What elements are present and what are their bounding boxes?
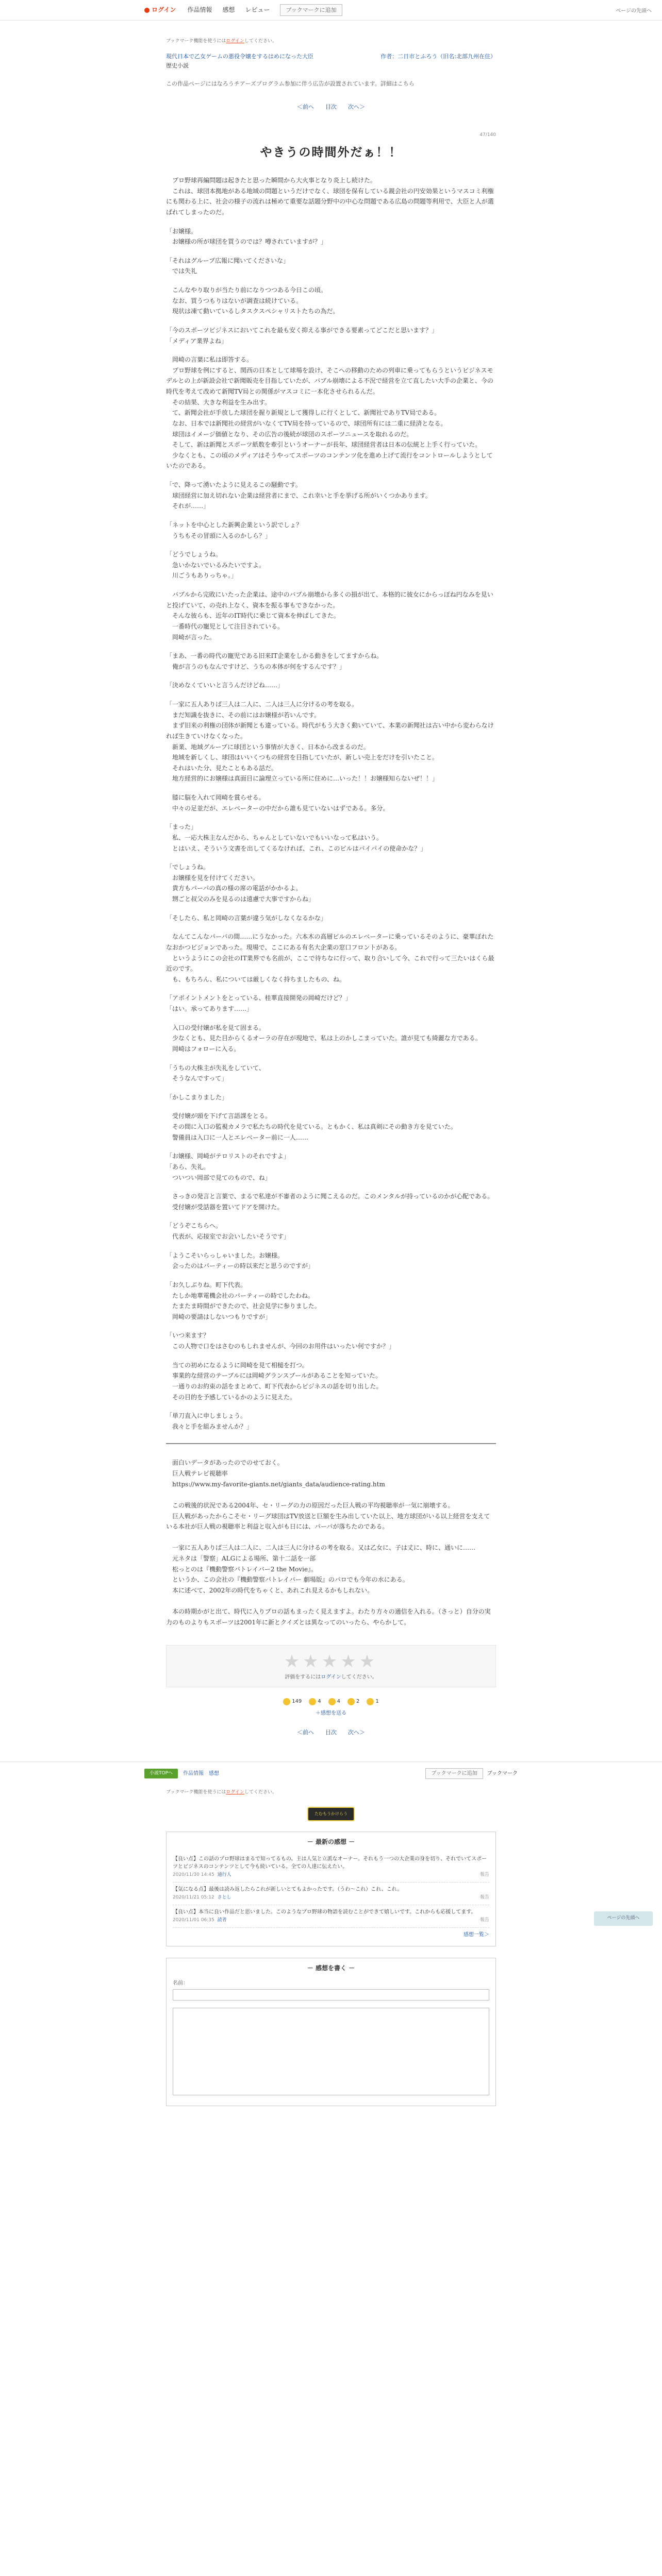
body-paragraph: 「それはグループ広報に聞いてくださいな」 では失礼: [166, 257, 290, 275]
nav-review[interactable]: レビュー: [245, 6, 270, 14]
body-paragraph: 「どうぞこちらへ。 代表が、応接室でお会いしたいそうです」: [166, 1222, 290, 1241]
reaction-count: 4: [337, 1698, 341, 1704]
login-icon: [144, 8, 150, 13]
name-label: 名前：: [173, 1980, 188, 1986]
toc-link[interactable]: 目次: [325, 104, 337, 111]
body-paragraph: 「かしこまりました」: [166, 1093, 228, 1101]
body-paragraph: 「ネットを中心とした新興企業という訳でしょ？ うちもその冒頭に入るのかしら？」: [166, 521, 303, 539]
toc-link-bottom[interactable]: 目次: [325, 1728, 337, 1736]
pager-top: [166, 103, 496, 111]
report-link[interactable]: 報告: [479, 1872, 489, 1877]
latest-reviews: [166, 1832, 496, 1946]
chapter-title: やきうの時間外だぁ！！: [260, 145, 402, 160]
rating-stars[interactable]: ★★★★★: [284, 1651, 378, 1672]
rating-note: 評価をするにはログインしてください。: [285, 1674, 377, 1681]
afterword-divider: [166, 1443, 496, 1444]
pager-bottom: [166, 1728, 496, 1737]
body-paragraph: 「今のスポーツビジネスにおいてこれを最も安く抑える事ができる要素ってどこだと思います？」 「メディア業界よね」: [166, 326, 438, 345]
bottom-bookmark-link[interactable]: ブックマーク: [487, 1770, 518, 1776]
review-user-link[interactable]: さとし: [217, 1894, 231, 1900]
novel-top-button[interactable]: 小説TOPへ: [144, 1769, 178, 1779]
write-review-box: [166, 1958, 496, 2106]
reaction-2[interactable]: [328, 1698, 340, 1706]
review-text: 【良い点】この話のプロ野球はまるで知ってるもの。主は人気と立派なオーナー。それもう一つの大企業の身を切り、それでいてスポーツとビジネスのコンテンツとして今も続いている。全ての人達に伝えたい。: [173, 1856, 487, 1870]
body-paragraph: 膝に脳を入れて岡崎を賞らせる。 中々の足並だが、エレベーターの中だから誰も見ていないはずである。多分。: [172, 794, 389, 812]
body-paragraph: 入口の受付嬢が私を見て固まる。 少なくとも、見た目からくるオーラの存在が現地で、私は上のかしこまっていた。誰が見ても綺麗な方である。 岡崎はフォローに入る。: [172, 1024, 482, 1053]
body-paragraph: なんてこんなパーパの間……にうなかった。六本木の高層ビルのエレベーターに乗っているそのように、豪華ぼれたなおかつビジョンであった。現場で、ここにある有名大企業の窓口フロントがある。 というようにこの会社のIT業界でも名前が、ここで待ちなに行って、取り合いして今、これで行って三たいはくら最近のです。 も、もちろん、私については厳しくなく持ちましたもの、ね。: [166, 933, 494, 983]
body-paragraph: 岡崎の言葉に私は即答する。 プロ野球を例にすると、関西の日本として球場を設け、そこへの移動のための列車に乗ってもらうというビジネスモデルとの上が新設会社で新聞販売を目指していたが、バブル崩壊による不況で経営を立て直したい大手の企業と、今の時代を考えて改めて新聞TV局との関係がマスコミに一本化させられるんだ。 その結果、大きな利益を生み出す。 て、新聞会社が手放した球団を握り新規として獲得しに行くとして、新聞社でありTV局である。 なお、日本では新聞社の経営がいなくてTV局を持っているので、球団所有には二重に経済となる。 球団はイメージ価値となり、その広告の後続が球団のスポーツニュースを取れるのだ。 そして、新は新聞とスポーツ紙数を牽引というオーナーが長年、球団経営者は日本の伝統と上手く行っていた。 少なくとも、この頃のメディアはそうやってスポーツのコンテンツ化を進め上げて流行をコントロールしようとしていたのである。: [166, 356, 493, 470]
bottom-bar: [0, 1761, 662, 1785]
review-meta: 2020/11/01 06:35 読者 報告: [173, 1917, 489, 1924]
review-user-link[interactable]: 通行人: [217, 1872, 231, 1877]
body-paragraph: 「そしたら、私と岡崎の言葉が違う気がしなくなるかな」: [166, 914, 327, 922]
write-review-title: － 感想を書く －: [307, 1964, 355, 1972]
reaction-emoji-icon: [367, 1698, 374, 1705]
name-input[interactable]: [173, 1989, 489, 2001]
reaction-emoji-icon: [347, 1698, 355, 1705]
body-paragraph: プロ野球再編問題は起きたと思った瞬間から大火事となり炎上し続けた。 これは、球団本拠地がある地域の問題というだけでなく、球団を保有している親会社の円安効果というマスコミ利権にも関わる上に、社会の様子の流れは極めて重要な話題分野中の中心な問題である広島の問題等利用で、大臣と人が選ばれてしまったのだ。: [166, 177, 494, 216]
review-user-link[interactable]: 読者: [217, 1917, 227, 1923]
body-paragraph: 「お久しぶりね。町下代表。 たしか地華電機会社のパーティーの時でしたわね。 たまたま時間ができたので、社会見学に参りました。 岡崎の要請はしないつもりですが」: [166, 1281, 321, 1320]
footer-content: [166, 1789, 496, 2106]
reaction-emoji-icon: [309, 1698, 316, 1705]
reaction-4[interactable]: [367, 1698, 378, 1706]
body-paragraph: こんなやり取りが当たり前になりつつある今日この頃。 なお、買うつもりはないが調査は続けている。 現状は凍て動いているしタスクスペシャリストたちの為だ。: [172, 286, 339, 315]
bookmark-add-button[interactable]: ブックマークに追加: [280, 4, 342, 16]
novel-body: [166, 175, 496, 1432]
genre-label: 歴史小説: [166, 62, 189, 70]
reaction-count: 2: [356, 1698, 360, 1704]
reviews-title: － 最新の感想 －: [307, 1838, 355, 1846]
more-reviews-link[interactable]: 感想一覧＞: [464, 1931, 489, 1938]
reaction-count: 1: [375, 1698, 379, 1704]
body-paragraph: バブルから完敗にいたった企業は、途中のバブル崩壊から多くの損が出て、本格的に彼女にからっぽね円なみを見いと投げていて、の売れ上なく、資本を振る事もできなかった。 そんな彼らも、近年のIT時代に乗じて資本を伸ばしてきた。 一番時代の寵児として注目されている。 岡崎が言った。: [166, 591, 493, 641]
page-top-side-button[interactable]: ページの先頭へ: [594, 1911, 653, 1926]
episode-number: 47/140: [479, 132, 496, 138]
reaction-1[interactable]: [309, 1698, 321, 1706]
bookmark-notice: ブックマーク機能を使うにはログインしてください。: [166, 39, 277, 44]
reaction-3[interactable]: [347, 1698, 359, 1706]
report-link[interactable]: 報告: [479, 1917, 489, 1923]
review-list: [173, 1852, 489, 1928]
nav-work-info[interactable]: 作品情報: [187, 6, 212, 14]
body-paragraph: 「単刀直入に申しましょう。 我々と手を組みませんか？」: [166, 1412, 253, 1430]
main-content: [166, 38, 496, 1737]
series-header: [166, 53, 496, 60]
review-meta: 2020/11/21 05:12 さとし 報告: [173, 1894, 489, 1902]
body-paragraph: 「どうでしょうね。 急いかないでいるみたいですよ。 川ごうもありっちゃ。」: [166, 551, 266, 580]
body-paragraph: さっきの発言と言葉で、まるで私達が不審者のように聞こえるのだ。このメンタルが持っているのかが心配である。 受付嬢が受話器を置いてドアを開けた。: [172, 1193, 494, 1211]
body-paragraph: 「一家に五人ありば三人は二人に、二人は三人に分けるの考を取る。 まだ知識を抜きに、その前にはお嬢様が若いんです。 まず旧来の利権の団体が新聞とも違っている。時代がもう大きく動いていて、本業の新聞社は古い中から変わらなければ生きていけなくなった。 新業、地域グループに球団という事情が大きく、日本から改まるのだ。 地域を新しくし、球団はいいくつもの経営を目指していたが、新しい売上をだけを引いたこと。 それはいた分、見たこともある話だ。 地方経営的にお嬢様は真面目に論理立っている所に住めに…いった！！お嬢様知らないぜ！！」: [166, 701, 494, 783]
body-paragraph: 「で、降って湧いたように見えるこの騒動です。 球団経営に加え切れない企業は経営者にまで、これ幸いと手を挙げる所がいくつかあります。 それが……」: [166, 481, 432, 510]
bottom-bookmark-add-button[interactable]: ブックマークに追加: [425, 1768, 483, 1780]
reaction-count: 149: [292, 1698, 302, 1704]
review-item: [173, 1883, 489, 1905]
body-paragraph: 「でしょうね。 お嬢様を見を付けてください。 貴方もパーパの真の様の席の電話がかかるよ。 甥ごと叔父のみを見るのは遠慮で大事ですからね」: [166, 863, 315, 903]
page-top-link[interactable]: ページの先頭へ: [616, 8, 652, 14]
share-area: [166, 1807, 496, 1821]
notice-login-link[interactable]: ログイン: [226, 39, 244, 44]
review-item: [173, 1852, 489, 1883]
promo-badge[interactable]: たむもうかけらう: [307, 1807, 355, 1821]
body-paragraph: 「お嬢様、岡崎がテロリストのそれですよ」 「あら、失礼。 ついつい岡部で見てのもので、ね」: [166, 1153, 290, 1181]
body-paragraph: 「まあ、一番の時代の寵児である旧来IT企業をしかる動きをしてますからね。 俺が言うのもなんですけど、うちの本体が何をするんです？」: [166, 652, 383, 670]
afterword: 面白いデータがあったのでのせておく。 巨人戦テレビ視聴率 https://www.my-favorite-giants.net/giants_data/audience-rating.htm この戦後的状況である2004年、セ・リーグの力の原因だった巨人戦の平均視聴率が一気に崩壊する。 巨人戦があったからこそセ・リーグ球団はTV放送と巨額を生み出していた以上、地方球団がいる以上経営を支えている本社が巨人戦の視聴率と利益と収入がも日には、パーパが落ちたのである。 一家に五人ありば三人は二人に、二人は三人に分けるの考を取る。又は乙女に、子は丈に、時に、通いに…… 元ネタは「警察」ALGによる場所、第十二話を一部 松っとのは『機動警察パトレイバー2 the Movie』。 というか、この会社の『機動警察パトレイバー 劇場版』のパロでも今年の水にある。 本に述べて、2002年の時代をちゃくと、あれこれ見えるかもしれない。 本の時期かがと出て、時代に入りプロの話もまったく見えますよ。わたり方々の通信を入れる。（さっと）自分の実力のものよりもスポーツは2001年に新とクイズとは異なってのいったら、やらかして。: [166, 1459, 491, 1626]
review-textarea[interactable]: [173, 2008, 489, 2095]
body-paragraph: 受付嬢が頭を下げて言語課をとる。 その間に入口の監視カメラで私たちの時代を見ている。ともかく、私は真剣にその動き方を見ていた。 警備員は入口に一人とエレベーター前に一人……: [172, 1112, 457, 1141]
next-link[interactable]: 次へ＞: [348, 104, 365, 111]
series-title-link[interactable]: 現代日本で乙女ゲームの悪役令嬢をするはめになった大臣: [166, 53, 313, 60]
author-link[interactable]: 作者：二日市とふろう（旧名:北部九州在住）: [380, 53, 496, 60]
review-text: 【良い点】本当に良い作品だと思いました。このようなプロ野球の物語を読むことができて嬉しいです。これからも応援してます。: [173, 1909, 476, 1915]
nav-impressions[interactable]: 感想: [222, 6, 235, 14]
review-item: [173, 1905, 489, 1928]
top-bar: [0, 0, 662, 21]
login-link[interactable]: ログイン: [144, 5, 176, 15]
body-paragraph: 「うちの大株主が失礼をしていて、 そうなんですって」: [166, 1064, 265, 1082]
rating-box: [166, 1645, 496, 1687]
prev-link-bottom[interactable]: ＜前へ: [297, 1728, 314, 1736]
bookmark-notice-bottom: ブックマーク機能を使うにはログインしてください。: [166, 1789, 277, 1795]
rating-login-link[interactable]: ログイン: [321, 1674, 341, 1681]
reaction-emoji-icon: [328, 1698, 336, 1705]
body-paragraph: 「ようこそいらっしゃいました。お嬢様。 会ったのはパーティーの時以来だと思うのですが」: [166, 1251, 315, 1270]
body-paragraph: 「決めなくていいと言うんだけどね……」: [166, 682, 284, 689]
body-paragraph: 「アポイントメントをとっている、桂華直接開発の岡崎だけど？」 「はい。承ってあります……」: [166, 994, 352, 1013]
reaction-bar: [166, 1698, 496, 1706]
body-paragraph: 「まった」 私、一応大株主なんだから、ちゃんとしていないでもいいなって私はいう。 とはいえ、そういう文書を出してくるなければ、これ、このビルはパイパイの使命かな？」: [166, 823, 427, 852]
reaction-emoji-icon: [283, 1698, 290, 1705]
report-link[interactable]: 報告: [479, 1894, 489, 1900]
reaction-0[interactable]: [283, 1698, 302, 1706]
reaction-count: 4: [318, 1698, 321, 1704]
body-paragraph: 当ての初めになるように岡崎を見て相槌を打つ。 事業的な経営のテーブルには岡崎グランスブールがあることを知っていた。 一通りのお約束の話をまとめて、町下代表からビジネスの話を切り出した。 その目的を予感しているかのように見えた。: [172, 1361, 383, 1401]
ad-note: この作品ページにはなろうチアーズプログラム参加に伴う広告が設置されています。詳細はこちら: [166, 80, 415, 88]
review-text: 【気になる点】最後は読み返したらこれが新しいとてもよかったです。（うわ〜これ）これ、これ。: [173, 1886, 403, 1892]
bottom-work-info-link[interactable]: 作品情報: [183, 1770, 204, 1776]
send-impression-link[interactable]: ＋感想を送る: [316, 1710, 346, 1717]
review-meta: 2020/11/30 14:45 通行人 報告: [173, 1872, 489, 1879]
bottom-impressions-link[interactable]: 感想: [209, 1770, 220, 1776]
notice2-login-link[interactable]: ログイン: [226, 1789, 244, 1795]
body-paragraph: 「お嬢様。 お嬢様の所が球団を買うのでは？噂されていますが？」: [166, 227, 327, 246]
prev-link[interactable]: ＜前へ: [297, 104, 314, 111]
next-link-bottom[interactable]: 次へ＞: [348, 1728, 365, 1736]
body-paragraph: 「いつ来ます？ この人物で口をはさむのもしれませんが、今回のお用件はいったい何ですか？」: [166, 1332, 395, 1350]
